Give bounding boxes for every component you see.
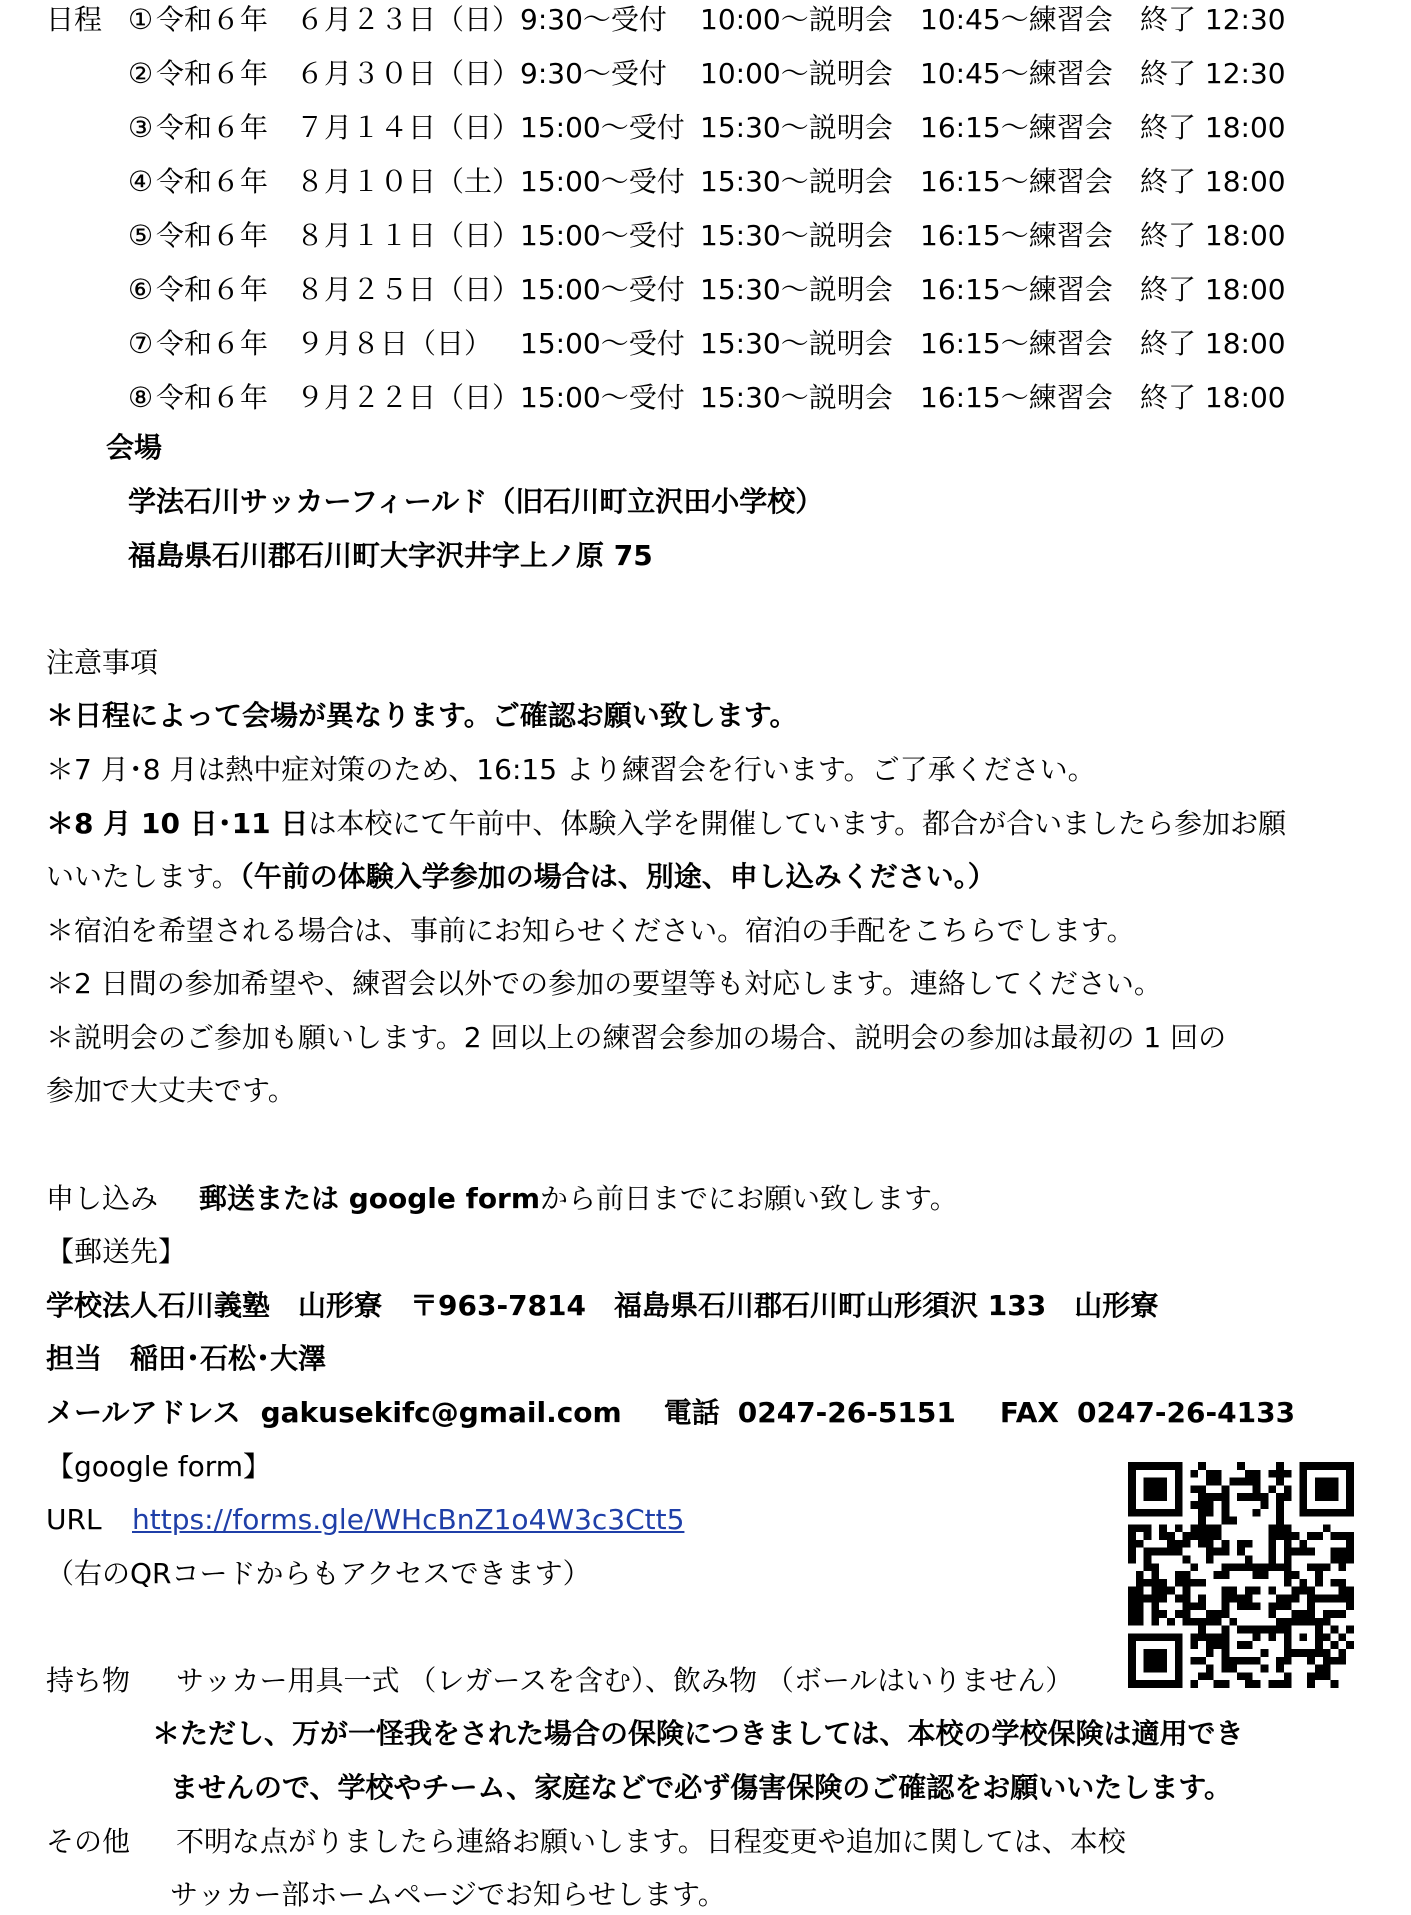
schedule-practice: 16:15～練習会 — [920, 381, 1113, 414]
contact-line — [46, 1393, 1295, 1433]
schedule-practice: 10:45～練習会 — [920, 3, 1113, 36]
schedule-num: ⑦ — [128, 327, 154, 360]
schedule-briefing: 10:00～説明会 — [700, 57, 893, 90]
mail-header: 【郵送先】 — [46, 1235, 187, 1268]
note-venue-differs: ＊日程によって会場が異なります。ご確認お願い致します。 — [46, 699, 798, 732]
note-trial-dates: ＊8 月 10 日･11 日 — [46, 807, 309, 840]
note-two-days: ＊2 日間の参加希望や、練習会以外での参加の要望等も対応します。連絡してください。 — [46, 967, 1162, 1000]
venue-address: 福島県石川郡石川町大字沢井字上ノ原 75 — [128, 539, 653, 572]
note-trial-text: は本校にて午前中、体験入学を開催しています。都合が合いましたら参加お願 — [308, 807, 1287, 840]
phone-label: 電話 — [663, 1396, 720, 1429]
schedule-date: 令和６年 ６月３０日（日） — [156, 57, 521, 90]
schedule-row — [0, 162, 1411, 202]
insurance-warning: ＊ただし、万が一怪我をされた場合の保険につきましては、本校の学校保険は適用でき — [152, 1717, 1244, 1750]
schedule-practice: 16:15～練習会 — [920, 219, 1113, 252]
schedule-practice: 16:15～練習会 — [920, 111, 1113, 144]
schedule-briefing: 15:30～説明会 — [700, 327, 893, 360]
schedule-num: ② — [128, 57, 154, 90]
application-line — [46, 1179, 958, 1219]
schedule-label: 日程 — [46, 3, 103, 36]
other-text: 不明な点がりましたら連絡お願いします。日程変更や追加に関しては、本校 — [176, 1825, 1126, 1858]
note-heat: ＊7 月･8 月は熱中症対策のため、16:15 より練習会を行います。ご了承ください。 — [46, 753, 1096, 786]
insurance-warning-cont: ませんので、学校やチーム、家庭などで必ず傷害保険のご確認をお願いいたします。 — [170, 1771, 1233, 1804]
note-trial-entry-cont — [46, 857, 996, 897]
schedule-num: ① — [128, 3, 154, 36]
schedule-briefing: 15:30～説明会 — [700, 111, 893, 144]
note-briefing-cont: 参加で大丈夫です。 — [46, 1074, 296, 1107]
schedule-end: 終了 18:00 — [1140, 327, 1286, 360]
notes-label: 注意事項 — [46, 646, 159, 679]
schedule-end: 終了 18:00 — [1140, 219, 1286, 252]
schedule-end: 終了 18:00 — [1140, 111, 1286, 144]
schedule-end: 終了 18:00 — [1140, 273, 1286, 306]
schedule-date: 令和６年 ９月２２日（日） — [156, 381, 521, 414]
schedule-num: ⑤ — [128, 219, 154, 252]
schedule-date: 令和６年 ６月２３日（日） — [156, 3, 521, 36]
schedule-practice: 16:15～練習会 — [920, 165, 1113, 198]
schedule-practice: 16:15～練習会 — [920, 327, 1113, 360]
application-label: 申し込み — [46, 1182, 159, 1215]
note-trial-apply: （午前の体験入学参加の場合は、別途、申し込みください。） — [239, 860, 996, 893]
application-method: 郵送または google form — [199, 1182, 541, 1215]
schedule-date: 令和６年 ９月８日（日） — [156, 327, 493, 360]
schedule-date: 令和６年 ８月１０日（土） — [156, 165, 521, 198]
venue-name: 学法石川サッカーフィールド（旧石川町立沢田小学校） — [128, 485, 824, 518]
other-text-cont: サッカー部ホームページでお知らせします。 — [170, 1878, 726, 1911]
schedule-briefing: 15:30～説明会 — [700, 381, 893, 414]
schedule-reception: 15:00～受付 — [520, 381, 685, 414]
note-trial-text-cont: いいたします。 — [46, 860, 240, 893]
schedule-briefing: 15:30～説明会 — [700, 165, 893, 198]
schedule-reception: 15:00～受付 — [520, 273, 685, 306]
note-trial-entry — [46, 804, 1286, 844]
schedule-date: 令和６年 ８月１１日（日） — [156, 219, 521, 252]
schedule-num: ⑥ — [128, 273, 154, 306]
gform-link[interactable]: https://forms.gle/WHcBnZ1o4W3c3Ctt5 — [132, 1503, 685, 1536]
schedule-row — [0, 216, 1411, 256]
schedule-reception: 9:30～受付 — [520, 57, 667, 90]
contact-persons: 担当 稲田･石松･大澤 — [46, 1342, 327, 1375]
note-briefing: ＊説明会のご参加も願いします。2 回以上の練習会参加の場合、説明会の参加は最初の 1 回の — [46, 1021, 1227, 1054]
schedule-date: 令和６年 ７月１４日（日） — [156, 111, 521, 144]
belongings-label: 持ち物 — [46, 1664, 131, 1697]
schedule-row — [0, 108, 1411, 148]
email-label: メールアドレス — [46, 1396, 241, 1429]
qr-code-image — [1128, 1462, 1354, 1688]
schedule-practice: 10:45～練習会 — [920, 57, 1113, 90]
phone-number: 0247-26-5151 — [737, 1396, 956, 1429]
other-line — [46, 1822, 1126, 1862]
note-lodging: ＊宿泊を希望される場合は、事前にお知らせください。宿泊の手配をこちらでします。 — [46, 914, 1135, 947]
venue-label: 会場 — [106, 431, 163, 464]
schedule-num: ④ — [128, 165, 154, 198]
gform-header: 【google form】 — [46, 1450, 271, 1483]
schedule-reception: 9:30～受付 — [520, 3, 667, 36]
fax-label: FAX — [999, 1396, 1059, 1429]
mail-address: 学校法人石川義塾 山形寮 〒963-7814 福島県石川郡石川町山形須沢 133 山形寮 — [46, 1289, 1159, 1322]
schedule-date: 令和６年 ８月２５日（日） — [156, 273, 521, 306]
belongings-text: サッカー用具一式 （レガースを含む）、飲み物 （ボールはいりません） — [176, 1664, 1074, 1697]
schedule-row — [0, 54, 1411, 94]
schedule-row — [0, 270, 1411, 310]
schedule-row — [0, 0, 1411, 40]
schedule-row — [0, 378, 1411, 418]
email-address[interactable]: gakusekifc@gmail.com — [260, 1396, 622, 1429]
schedule-reception: 15:00～受付 — [520, 327, 685, 360]
url-line — [46, 1500, 684, 1540]
fax-number: 0247-26-4133 — [1076, 1396, 1296, 1429]
schedule-reception: 15:00～受付 — [520, 219, 685, 252]
schedule-end: 終了 18:00 — [1140, 165, 1286, 198]
schedule-end: 終了 12:30 — [1140, 57, 1286, 90]
belongings-line — [46, 1661, 1073, 1701]
schedule-briefing: 15:30～説明会 — [700, 219, 893, 252]
schedule-end: 終了 12:30 — [1140, 3, 1286, 36]
schedule-briefing: 10:00～説明会 — [700, 3, 893, 36]
schedule-row — [0, 324, 1411, 364]
schedule-num: ⑧ — [128, 381, 154, 414]
url-label: URL — [46, 1503, 102, 1536]
application-deadline: から前日までにお願い致します。 — [540, 1182, 958, 1215]
schedule-end: 終了 18:00 — [1140, 381, 1286, 414]
schedule-num: ③ — [128, 111, 154, 144]
schedule-reception: 15:00～受付 — [520, 111, 685, 144]
schedule-reception: 15:00～受付 — [520, 165, 685, 198]
qr-note: （右のQRコードからもアクセスできます） — [46, 1557, 591, 1590]
other-label: その他 — [46, 1825, 131, 1858]
schedule-briefing: 15:30～説明会 — [700, 273, 893, 306]
schedule-practice: 16:15～練習会 — [920, 273, 1113, 306]
